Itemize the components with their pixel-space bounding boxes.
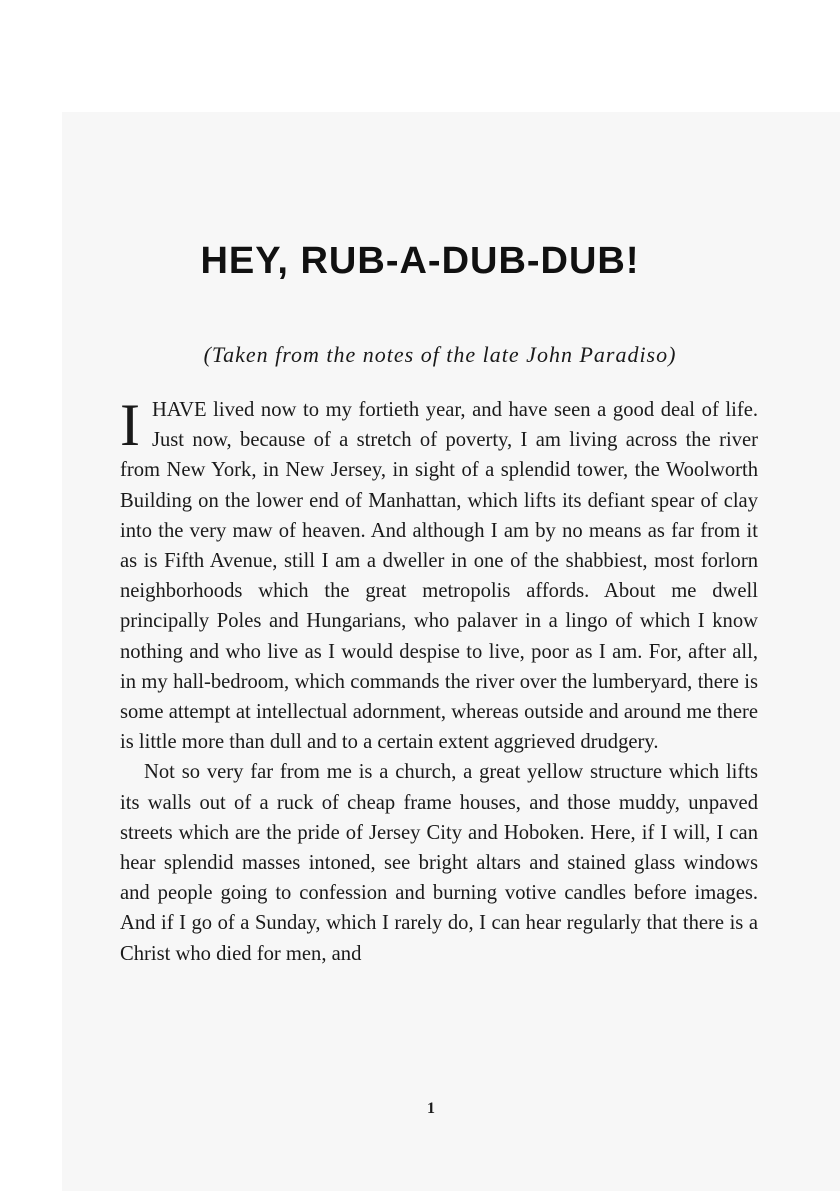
- chapter-title: HEY, RUB-A-DUB-DUB!: [200, 240, 640, 282]
- page-number: 1: [427, 1100, 435, 1117]
- paragraph-1-text: HAVE lived now to my fortieth year, and have seen a good deal of life. Just now, because of a stretch of poverty, I am living across the river from New York, in New Jersey, in sight of a splendid tower, the Woolworth Building on the lower end of Manhattan, which lifts its defiant spear of clay into the very maw of heaven. And although I am by no means as far from it as is Fifth Avenue, still I am a dweller in one of the shabbiest, most forlorn neighborhoods which the great metropolis affords. About me dwell principally Poles and Hungarians, who palaver in a lingo of which I know nothing and who live as I would despise to live, poor as I am. For, after all, in my hall-bedroom, which commands the river over the lumberyard, there is some attempt at intellectual adornment, whereas outside and around me there is little more than dull and to a certain extent aggrieved drudgery.: [120, 399, 758, 754]
- paragraph-2: Not so very far from me is a church, a great yellow structure which lifts its walls out of a ruck of cheap frame houses, and those muddy, unpaved streets which are the pride of Jersey City and Hoboken. Here, if I will, I can hear splendid masses intoned, see bright altars and stained glass windows and people going to confession and burning votive candles before images. And if I go of a Sunday, which I rarely do, I can hear regularly that there is a Christ who died for men, and: [120, 761, 758, 965]
- paragraph-1: [120, 392, 758, 757]
- body-text: [120, 392, 758, 969]
- drop-cap: I: [120, 392, 140, 458]
- chapter-subtitle: (Taken from the notes of the late John Paradiso): [203, 342, 677, 367]
